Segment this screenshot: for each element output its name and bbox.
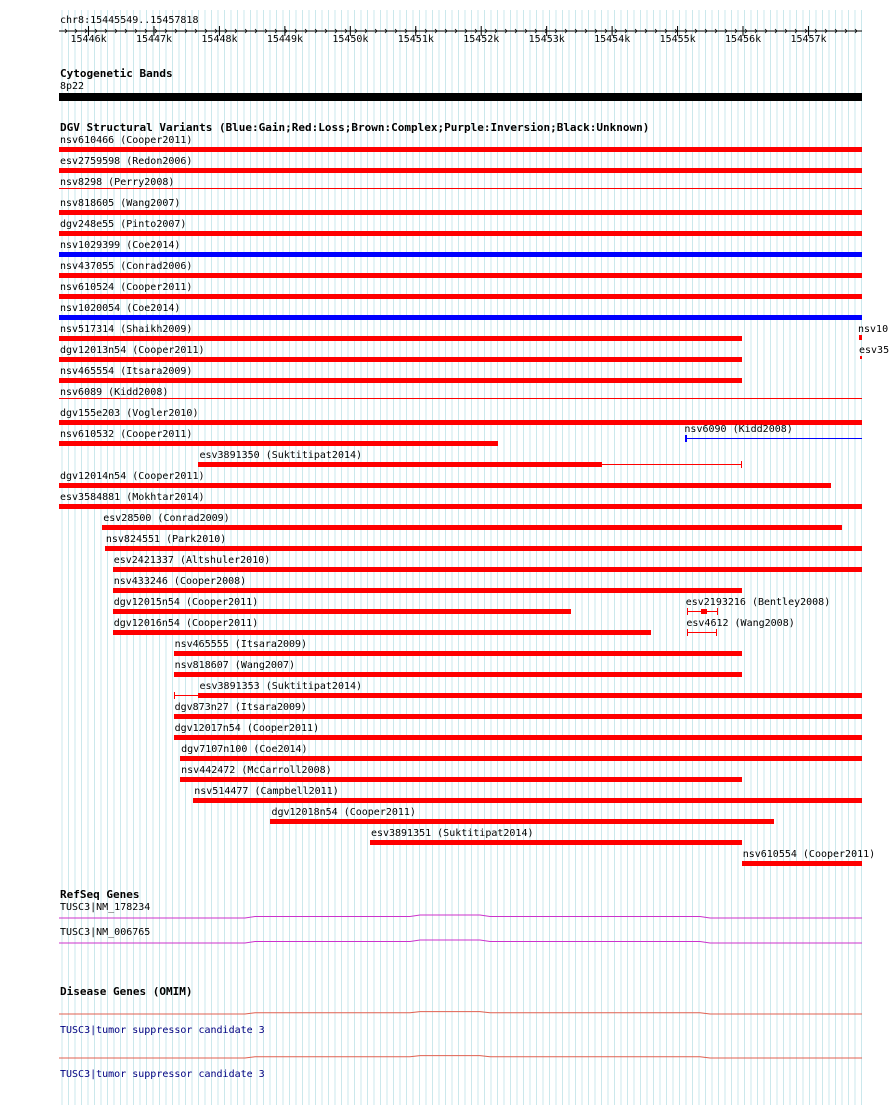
variant-label: esv4612 (Wang2008) xyxy=(686,618,795,629)
dgv-track-title: DGV Structural Variants (Blue:Gain;Red:Loss;Brown:Complex;Purple:Inversion;Black:Unknown) xyxy=(60,121,650,134)
variant-label: nsv514477 (Campbell2011) xyxy=(194,786,339,797)
omim-gene-glyph[interactable] xyxy=(59,1012,862,1014)
variant-label: dgv12015n54 (Cooper2011) xyxy=(113,597,259,608)
variant-label: nsv818605 (Wang2007) xyxy=(60,198,181,209)
variant-label: nsv1020054 (Coe2014) xyxy=(60,303,181,314)
ruler-tick-label: 15449k xyxy=(266,34,303,45)
location-label: chr8:15445549..15457818 xyxy=(60,15,199,26)
variant-label: dgv12017n54 (Cooper2011) xyxy=(174,723,320,734)
variant-label: dgv12018n54 (Cooper2011) xyxy=(271,807,416,818)
variant-label: dgv248e55 (Pinto2007) xyxy=(60,219,187,230)
cytoband-label: 8p22 xyxy=(60,81,85,92)
variant-label: nsv824551 (Park2010) xyxy=(105,534,227,545)
variant-label: dgv12016n54 (Cooper2011) xyxy=(113,618,259,629)
variant-label: esv2759598 (Redon2006) xyxy=(60,156,193,167)
refseq-gene-label: TUSC3|NM_006765 xyxy=(60,927,151,938)
refseq-gene-glyph[interactable] xyxy=(59,915,862,918)
ruler-tick-label: 15453k xyxy=(528,34,565,45)
variant-label: esv3891353 (Suktitipat2014) xyxy=(199,681,363,692)
variant-label: nsv6090 (Kidd2008) xyxy=(684,424,793,435)
refseq-gene-glyph[interactable] xyxy=(59,940,862,943)
variant-label: nsv6089 (Kidd2008) xyxy=(60,387,169,398)
omim-gene-label[interactable]: TUSC3|tumor suppressor candidate 3 xyxy=(60,1025,265,1036)
omim-track-title: Disease Genes (OMIM) xyxy=(60,985,193,998)
variant-label: dgv873n27 (Itsara2009) xyxy=(174,702,308,713)
ruler-tick-label: 15451k xyxy=(397,34,434,45)
variant-label: esv2193216 (Bentley2008) xyxy=(685,597,831,608)
ruler-tick-label: 15452k xyxy=(463,34,500,45)
variant-label: dgv7107n100 (Coe2014) xyxy=(181,744,308,755)
variant-label: nsv442472 (McCarroll2008) xyxy=(181,765,332,776)
ruler-tick-label: 15448k xyxy=(201,34,238,45)
variant-label: nsv818607 (Wang2007) xyxy=(174,660,296,671)
variant-label: nsv1029399 (Coe2014) xyxy=(60,240,181,251)
variant-label: esv28500 (Conrad2009) xyxy=(103,513,230,524)
variant-label: esv3584881 (Mokhtar2014) xyxy=(60,492,205,503)
refseq-track-title: RefSeq Genes xyxy=(60,888,140,901)
ruler-tick-label: 15457k xyxy=(790,34,827,45)
variant-label: nsv437055 (Conrad2006) xyxy=(60,261,193,272)
variant-label: esv35 xyxy=(859,345,890,356)
variant-label: esv2421337 (Altshuler2010) xyxy=(113,555,271,566)
variant-label: nsv433246 (Cooper2008) xyxy=(113,576,247,587)
variant-label: nsv10 xyxy=(858,324,889,335)
ruler-tick-label: 15446k xyxy=(70,34,107,45)
variant-label: nsv8298 (Perry2008) xyxy=(60,177,175,188)
variant-label: dgv12013n54 (Cooper2011) xyxy=(60,345,205,356)
variant-label: nsv465554 (Itsara2009) xyxy=(60,366,193,377)
ruler-tick-label: 15456k xyxy=(725,34,762,45)
refseq-gene-label: TUSC3|NM_178234 xyxy=(60,902,151,913)
ruler-tick-label: 15447k xyxy=(135,34,173,45)
variant-label: nsv610554 (Cooper2011) xyxy=(742,849,876,860)
variant-label: esv3891350 (Suktitipat2014) xyxy=(199,450,363,461)
ruler-tick-label: 15450k xyxy=(332,34,369,45)
variant-label: esv3891351 (Suktitipat2014) xyxy=(370,828,534,839)
ruler-tick-label: 15455k xyxy=(659,34,696,45)
cytoband-track-title: Cytogenetic Bands xyxy=(60,67,173,80)
ruler-tick-label: 15454k xyxy=(594,34,631,45)
variant-label: nsv465555 (Itsara2009) xyxy=(174,639,308,650)
variant-label: nsv610524 (Cooper2011) xyxy=(60,282,193,293)
omim-gene-glyph[interactable] xyxy=(59,1056,862,1058)
variant-label: dgv12014n54 (Cooper2011) xyxy=(60,471,205,482)
variant-label: nsv517314 (Shaikh2009) xyxy=(60,324,193,335)
variant-label: nsv610466 (Cooper2011) xyxy=(60,135,193,146)
variant-label: dgv155e203 (Vogler2010) xyxy=(60,408,199,419)
variant-label: nsv610532 (Cooper2011) xyxy=(60,429,193,440)
omim-gene-label[interactable]: TUSC3|tumor suppressor candidate 3 xyxy=(60,1069,265,1080)
